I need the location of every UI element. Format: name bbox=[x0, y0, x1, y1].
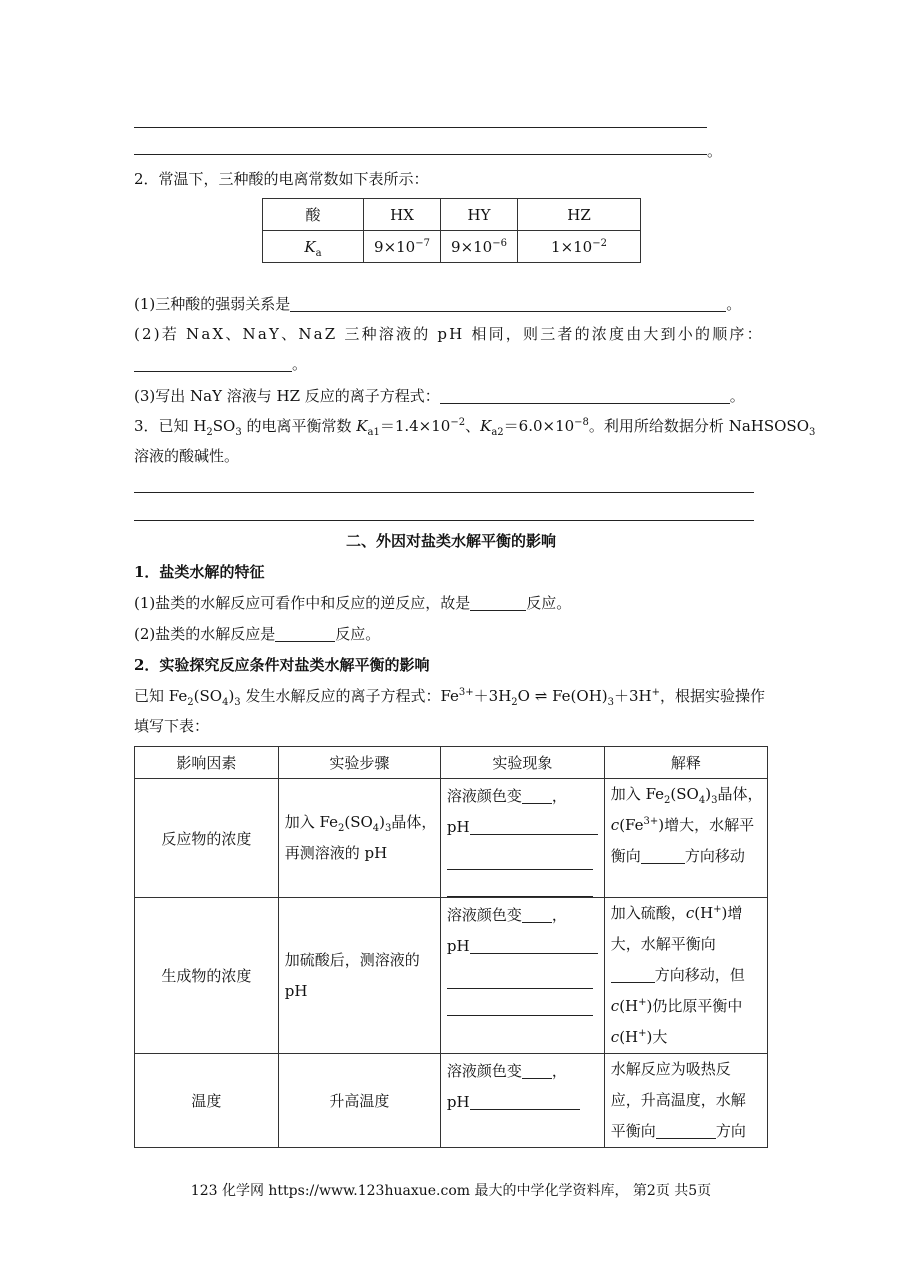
question-2-3: (3)写出 NaY 溶液与 HZ 反应的离子方程式： 。 bbox=[134, 387, 745, 405]
table-cell-hz-ka: $1\times 10^{-2}$ bbox=[518, 231, 641, 263]
subsection-1-item-1: (1)盐类的水解反应可看作中和反应的逆反应，故是 反应。 bbox=[134, 594, 572, 612]
table-header-hy: HY bbox=[441, 199, 518, 231]
table-header-acid: 酸 bbox=[263, 199, 364, 231]
table-cell-hy-ka: $9\times 10^{-6}$ bbox=[441, 231, 518, 263]
subsection-1-title: 1．盐类水解的特征 bbox=[134, 563, 265, 581]
question-3-prompt: 3．已知 $H_2SO_3$ 的电离平衡常数 $K_{a1}=1.4\times 10^{-2}$、$K_{a2}=6.0\times 10^{-8}$。利用所给数据分析 NaHSOSO$_3$ bbox=[134, 417, 816, 438]
factor-cell: 温度 bbox=[135, 1054, 279, 1148]
subsection-2-intro-cont: 填写下表： bbox=[134, 717, 210, 735]
col-header-explanation: 解释 bbox=[604, 747, 767, 779]
answer-blank[interactable] bbox=[611, 966, 655, 983]
table-row bbox=[135, 779, 768, 898]
subsection-1-item-2: (2)盐类的水解反应是 反应。 bbox=[134, 625, 381, 643]
answer-blank[interactable] bbox=[470, 818, 598, 835]
explanation-cell: 加入 $Fe_2(SO_4)_3$晶体， $c(Fe^{3+})$增大，水解平 衡向 方向移动 bbox=[604, 779, 767, 898]
section-heading: 二、外因对盐类水解平衡的影响 bbox=[345, 532, 556, 550]
answer-blank[interactable] bbox=[275, 625, 335, 642]
question-2-prompt: 2．常温下，三种酸的电离常数如下表所示： bbox=[134, 170, 429, 188]
question-2-2: (2)若 NaX、NaY、NaZ 三种溶液的 pH 相同，则三者的浓度由大到小的顺序： bbox=[134, 325, 764, 343]
answer-blank[interactable] bbox=[522, 1062, 552, 1079]
factor-cell: 生成物的浓度 bbox=[135, 898, 279, 1054]
answer-blank[interactable] bbox=[447, 845, 593, 870]
answer-blank[interactable] bbox=[522, 906, 552, 923]
answer-blank[interactable] bbox=[134, 355, 292, 372]
answer-blank[interactable] bbox=[447, 964, 593, 989]
answer-blank[interactable] bbox=[290, 295, 726, 312]
table-header-hx: HX bbox=[364, 199, 441, 231]
question-2-2-blank: 。 bbox=[134, 354, 307, 374]
table-row bbox=[135, 898, 768, 1054]
steps-cell: 加硫酸后，测溶液的 pH bbox=[278, 898, 440, 1054]
period-mark: 。 bbox=[707, 142, 723, 160]
page-footer: 123 化学网 https://www.123huaxue.com 最大的中学化学资料库， 第2页 共5页 bbox=[190, 1183, 712, 1199]
col-header-steps: 实验步骤 bbox=[278, 747, 440, 779]
answer-blank[interactable] bbox=[447, 872, 593, 897]
factor-cell: 反应物的浓度 bbox=[135, 779, 279, 898]
answer-blank[interactable] bbox=[447, 991, 593, 1016]
experiment-table bbox=[134, 746, 768, 1148]
answer-blank[interactable] bbox=[522, 787, 552, 804]
subsection-2-title: 2．实验探究反应条件对盐类水解平衡的影响 bbox=[134, 656, 430, 674]
table-header-hz: HZ bbox=[518, 199, 641, 231]
answer-line bbox=[134, 492, 754, 493]
answer-line bbox=[134, 154, 707, 155]
col-header-phenomenon: 实验现象 bbox=[440, 747, 604, 779]
acid-constant-table bbox=[262, 198, 641, 263]
answer-blank[interactable] bbox=[470, 937, 598, 954]
subsection-2-intro: 已知 $Fe_2(SO_4)_3$ 发生水解反应的离子方程式：$Fe^{3+}+3H_2O$ ⇌ $Fe(OH)_3+3H^+$，根据实验操作 bbox=[134, 687, 766, 708]
explanation-cell: 水解反应为吸热反 应，升高温度，水解 平衡向 方向 bbox=[604, 1054, 767, 1148]
answer-blank[interactable] bbox=[656, 1122, 716, 1139]
steps-cell: 加入 $Fe_2(SO_4)_3$晶体， 再测溶液的 pH bbox=[278, 779, 440, 898]
answer-line bbox=[134, 127, 707, 128]
question-2-1: (1)三种酸的强弱关系是 。 bbox=[134, 295, 742, 313]
table-row-label-ka: $K_a$ bbox=[263, 231, 364, 263]
answer-blank[interactable] bbox=[641, 847, 685, 864]
table-cell-hx-ka: $9\times 10^{-7}$ bbox=[364, 231, 441, 263]
answer-blank[interactable] bbox=[470, 594, 526, 611]
steps-cell: 升高温度 bbox=[278, 1054, 440, 1148]
answer-blank[interactable] bbox=[470, 1093, 580, 1110]
answer-blank[interactable] bbox=[440, 387, 730, 404]
table-row bbox=[135, 1054, 768, 1148]
answer-line bbox=[134, 520, 754, 521]
phenomenon-cell: 溶液颜色变 ， pH bbox=[440, 779, 604, 898]
explanation-cell: 加入硫酸，c(H+)增 大，水解平衡向 方向移动，但 c(H+)仍比原平衡中 c(H+)大 bbox=[604, 898, 767, 1054]
phenomenon-cell: 溶液颜色变 ， pH bbox=[440, 1054, 604, 1148]
col-header-factor: 影响因素 bbox=[135, 747, 279, 779]
question-3-prompt-cont: 溶液的酸碱性。 bbox=[134, 447, 240, 465]
phenomenon-cell: 溶液颜色变 ， pH bbox=[440, 898, 604, 1054]
